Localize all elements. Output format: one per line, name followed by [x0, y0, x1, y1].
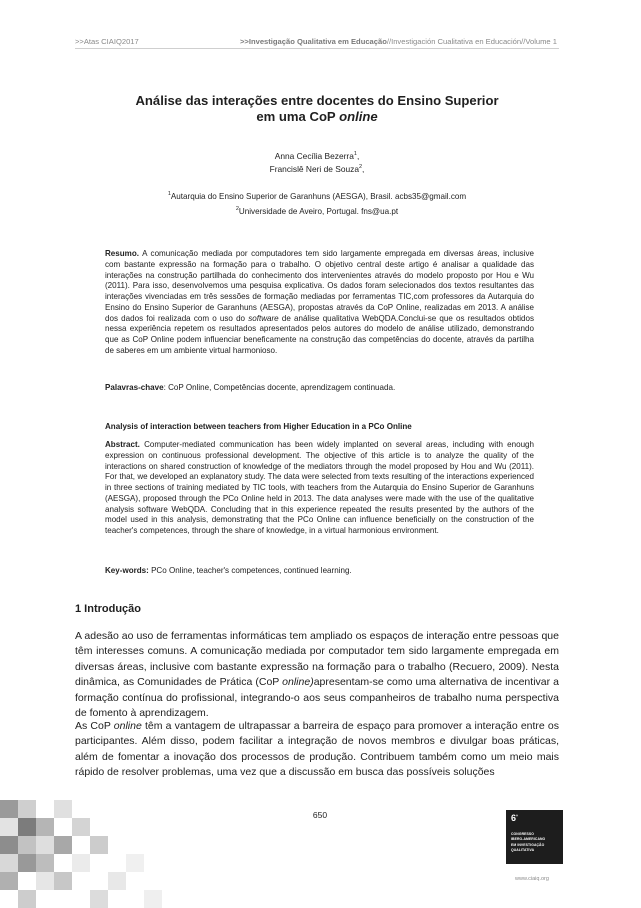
- keywords-pt-label: Palavras-chave: [105, 383, 164, 392]
- abstract-en-label: Abstract.: [105, 440, 140, 449]
- title-line-1: Análise das interações entre docentes do Ensino Superior: [135, 93, 499, 108]
- affiliation-1-sup: 1: [167, 191, 171, 197]
- header-section-name: >>Investigação Qualitativa em Educação: [239, 37, 387, 46]
- english-title: Analysis of interaction between teachers from Higher Education in a PCo Online: [105, 422, 412, 431]
- logo-line-1: CONGRESSO: [511, 832, 534, 836]
- decorative-mosaic: [0, 790, 300, 908]
- header-rule: [75, 48, 559, 49]
- body-paragraph-2: [75, 719, 559, 781]
- p1-italic: online): [282, 676, 314, 689]
- affiliation-list: [75, 190, 559, 219]
- page-number: 650: [312, 810, 328, 820]
- title-line-2-italic: online: [339, 109, 378, 124]
- abstract-english: [105, 440, 534, 537]
- affiliation-1: [75, 190, 559, 205]
- keywords-pt-text: : CoP Online, Competências docente, aprendizagem continuada.: [163, 383, 396, 392]
- logo-ordinal: º: [516, 814, 518, 820]
- author-1-name: Anna Cecília Bezerra: [274, 151, 354, 161]
- logo-number: 6: [511, 813, 517, 823]
- author-1-suffix: ,: [356, 151, 360, 161]
- affiliation-1-text: Autarquia do Ensino Superior de Garanhuns (AESGA), Brasil. acbs35@gmail.com: [170, 192, 467, 201]
- p1-text-2: apresentam-se como uma alternativa de incentivar a formação contínua do profissional, integrando-o aos seus companheiros de trabalho numa perspectiva de fomento à aprendizagem.: [75, 676, 559, 720]
- affiliation-2-sup: 2: [235, 205, 239, 212]
- author-2-sup: 2: [358, 164, 363, 170]
- logo-line-2: IBERO-AMERICANO: [511, 837, 546, 842]
- header-section-rest: //Investigación Cualitativa en Educación//Volume 1: [386, 37, 557, 46]
- p2-text-1: As CoP: [75, 720, 114, 732]
- logo-text: [511, 832, 545, 853]
- author-2: [75, 163, 559, 176]
- congress-logo: [506, 810, 563, 864]
- title-line-2: [75, 109, 559, 125]
- p1-text-1: A adesão ao uso de ferramentas informáticas tem ampliado os espaços de interação entre pessoas que têm interesses comuns. A comunicação mediada por computador tem sido largamente empregada em diversas áreas, inclusive com bastante expressão na formação para o trabalho (Recuero, 2009). Nesta dinâmica, as Comunidades de Prática (CoP: [75, 630, 559, 689]
- body-paragraph-1: [75, 629, 559, 721]
- abstract-portuguese: [105, 249, 534, 357]
- author-1-sup: 1: [353, 151, 357, 157]
- running-header-right: [240, 37, 557, 46]
- abstract-pt-text-2: de análise qualitativa WebQDA.Conclui-se que os resultados obtidos nessa experiência repetem os resultados apresentados pelos autores do modelo de análise utilizado, demonstrando que as CoP Online podem influenciar beneficamente na construção das competências do docente, através da partilha de saberes em um ambiente virtual harmonioso.: [105, 313, 534, 355]
- keywords-english: [105, 566, 534, 577]
- affiliation-2-text: Universidade de Aveiro, Portugal. fns@ua.pt: [238, 206, 399, 216]
- logo-line-4: QUALITATIVA: [511, 847, 535, 852]
- logo-line-3: EM INVESTIGAÇÃO: [511, 842, 545, 847]
- abstract-pt-text-1: A comunicação mediada por computadores tem sido largamente empregada em diversas áreas, inclusive com bastante expressão na formação para o trabalho. O objetivo central deste artigo é analisar a qualidade das interações na construção partilhada do conhecimento dos intervenientes através do modelo proposto por Hou e Wu (2011). Para isso, desenvolvemos uma pesquisa explicativa. Os dados foram selecionados dos textos resultantes das interações vivenciadas em três sessões de formação mediadas por ferramentas TIC,com professores da Autarquia do Ensino do Ensino Superior de Garanhuns (AESGA), propostas através da CoP Online, realizadas em 2013. A análise dos dados foi realizada com o uso do: [105, 249, 534, 323]
- author-1: [75, 150, 559, 163]
- section-heading: 1 Introdução: [75, 603, 142, 615]
- p2-italic: online: [113, 720, 142, 732]
- author-2-name: Francislê Neri de Souza: [269, 164, 359, 174]
- affiliation-2: [75, 205, 559, 220]
- author-list: [75, 150, 559, 176]
- running-header-left: >>Atas CIAIQ2017: [75, 37, 139, 46]
- logo-url: www.ciaiq.org: [515, 876, 549, 882]
- abstract-pt-label: Resumo.: [105, 249, 139, 258]
- abstract-pt-italic: software: [248, 313, 279, 323]
- keywords-portuguese: [105, 383, 534, 394]
- logo-edition: [511, 813, 518, 823]
- author-2-suffix: ,: [362, 164, 365, 174]
- paper-title: [75, 93, 559, 125]
- title-line-2-prefix: em uma CoP: [256, 109, 340, 124]
- keywords-en-text: PCo Online, teacher's competences, continued learning.: [148, 566, 352, 575]
- keywords-en-label: Key-words:: [105, 566, 149, 575]
- p2-text-2: têm a vantagem de ultrapassar a barreira de espaço para promover a interação entre os participantes. Além disso, podem facilitar a integração de novos membros e divulgar boas práticas, além de fomentar a inovação dos processos de produção. Contribuem também como um meio mais rápido de resolver problemas, uma vez que a discussão em busca das possíveis soluções: [75, 720, 560, 779]
- abstract-en-text: Computer-mediated communication has been widely implanted on several areas, including with enough expression on continuous professional development. The objective of this article is to analyze the quality of the interactions on shared construction of knowledge of the mediators through the model proposed by Hou and Wu (2011). For that, we developed an explanatory study. The data were selected from texts resulting of the interactions experienced in three sections of training mediated by TIC tools, with teachers from the Autarquia do Ensino Superior de Garanhuns (AESGA), proposed through the PCo Online held in 2013. The data analyses were made with the use of the qualitative analysis software WebQDA. Concluding that in this experience repeated the results presented by the authors of the model used in this analysis, demonstrating that the PCo Online can influence beneficially on the construction of the teacher's competences, through the share of knowledge, in a virtual harmonious environment.: [105, 440, 534, 535]
